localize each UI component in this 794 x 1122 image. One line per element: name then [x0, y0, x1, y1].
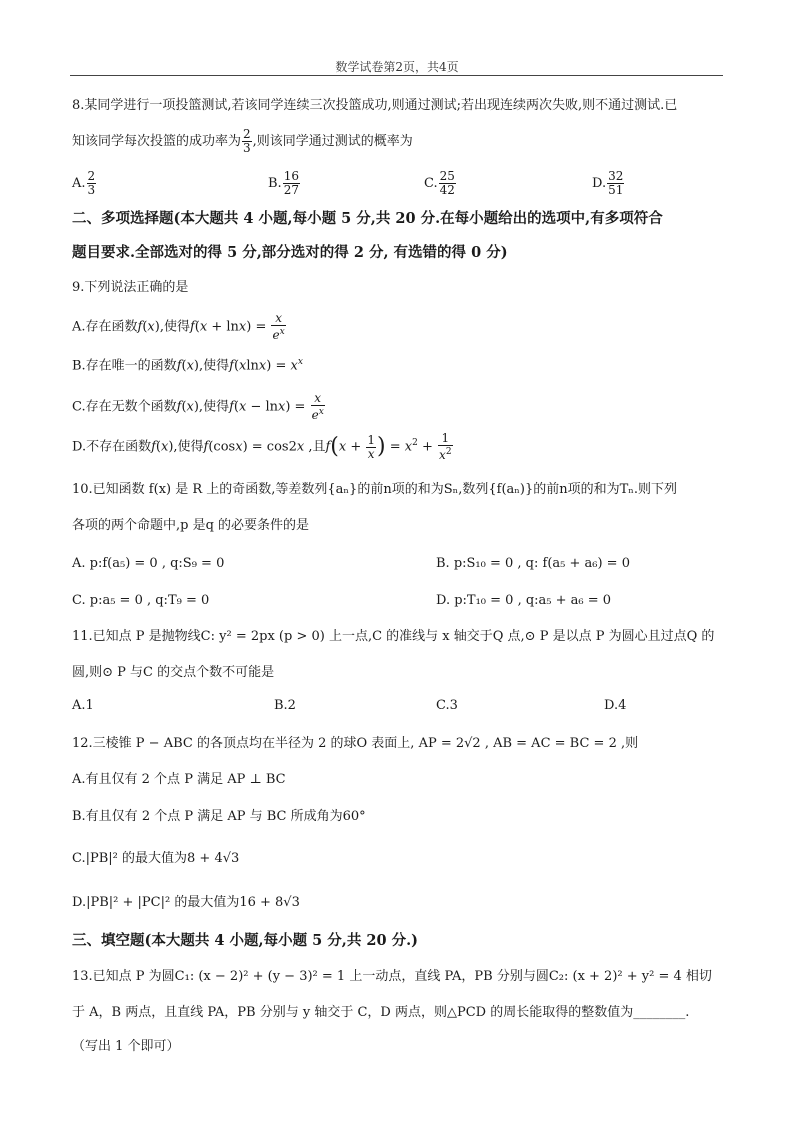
q9-option-a: A.存在函数f(x),使得f(x + lnx) = $\frac{x}{e^x}$ — [72, 311, 285, 342]
q10-option-a: A. p:f(a₅) = 0 , q:S₉ = 0 — [72, 556, 225, 571]
q11-option-a: A.1 — [72, 698, 94, 713]
page-header: 数学试卷第2页，共4页 — [335, 60, 459, 74]
section2-heading-line1: 二、多项选择题(本大题共 4 小题,每小题 5 分,共 20 分.在每小题给出的选项中,有多项符合 — [72, 210, 663, 227]
q8-option-b: B. $\frac{16}{27}$ — [268, 169, 299, 197]
q9-option-d: D.不存在函数f(x),使得f(cosx) = cos2x ,且f(x + $\frac{1}{x}$ ) = $x^2$ + $\frac{1}{x^2}$ — [72, 431, 452, 462]
q8-stem-line1: 8.某同学进行一项投篮测试,若该同学连续三次投篮成功,则通过测试;若出现连续两次失败,则不通过测试.已 — [72, 98, 678, 113]
q11-option-c: C.3 — [436, 698, 458, 713]
q10-option-c: C. p:a₅ = 0 , q:T₉ = 0 — [72, 593, 210, 608]
q11-stem-line1: 11.已知点 P 是抛物线C: y² = 2px (p > 0) 上一点,C 的准线与 x 轴交于Q 点,⊙ P 是以点 P 为圆心且过点Q 的 — [72, 629, 715, 644]
q13-stem-line3: （写出 1 个即可） — [72, 1039, 180, 1054]
section2-heading-line2: 题目要求.全部选对的得 5 分,部分选对的得 2 分, 有选错的得 0 分) — [72, 244, 508, 261]
q12-stem: 12.三棱锥 P − ABC 的各顶点均在半径为 2 的球O 表面上, AP = 2√2 , AB = AC = BC = 2 ,则 — [72, 736, 639, 751]
q8-option-c: C. $\frac{25}{42}$ — [424, 169, 455, 197]
q11-stem-line2: 圆,则⊙ P 与C 的交点个数不可能是 — [72, 665, 275, 680]
q8-stem-line2-pre: 知该同学每次投篮的成功率为 — [72, 134, 242, 149]
q12-option-c: C.|PB|² 的最大值为8 + 4√3 — [72, 851, 240, 866]
q8-stem-line2 — [72, 128, 413, 155]
q8-option-d: D. $\frac{32}{51}$ — [592, 169, 624, 197]
q11-option-d: D.4 — [604, 698, 627, 713]
fraction-two-thirds: $\frac{2}{3}$ — [243, 127, 251, 155]
header-divider — [70, 75, 723, 76]
q9-stem: 9.下列说法正确的是 — [72, 280, 189, 295]
q11-option-b: B.2 — [274, 698, 296, 713]
q12-option-b: B.有且仅有 2 个点 P 满足 AP 与 BC 所成角为60° — [72, 809, 366, 824]
section3-heading: 三、填空题(本大题共 4 小题,每小题 5 分,共 20 分.) — [72, 932, 419, 949]
q12-option-a: A.有且仅有 2 个点 P 满足 AP ⊥ BC — [72, 772, 286, 787]
q13-stem-line1: 13.已知点 P 为圆C₁: (x − 2)² + (y − 3)² = 1 上一动点，直线 PA，PB 分别与圆C₂: (x + 2)² + y² = 4 相切 — [72, 969, 712, 984]
q9-option-c: C.存在无数个函数f(x),使得f(x − lnx) = $\frac{x}{e^x}$ — [72, 391, 324, 422]
q10-stem-line1: 10.已知函数 f(x) 是 R 上的奇函数,等差数列{aₙ}的前n项的和为Sₙ,数列{f(aₙ)}的前n项的和为Tₙ.则下列 — [72, 482, 678, 497]
q13-stem-line2: 于 A，B 两点，且直线 PA，PB 分别与 y 轴交于 C，D 两点，则△PCD 的周长能取得的整数值为________. — [72, 1005, 690, 1020]
q10-stem-line2: 各项的两个命题中,p 是q 的必要条件的是 — [72, 518, 310, 533]
q10-option-d: D. p:T₁₀ = 0 , q:a₅ + a₆ = 0 — [436, 593, 612, 608]
q10-option-b: B. p:S₁₀ = 0 , q: f(a₅ + a₆) = 0 — [436, 556, 630, 571]
q9-option-b: B.存在唯一的函数f(x),使得$f(xlnx) = x^x$ — [72, 357, 303, 374]
q8-stem-line2-post: ,则该同学通过测试的概率为 — [252, 134, 413, 149]
q8-option-a: A. $\frac{2}{3}$ — [72, 169, 96, 197]
q12-option-d: D.|PB|² + |PC|² 的最大值为16 + 8√3 — [72, 895, 300, 910]
